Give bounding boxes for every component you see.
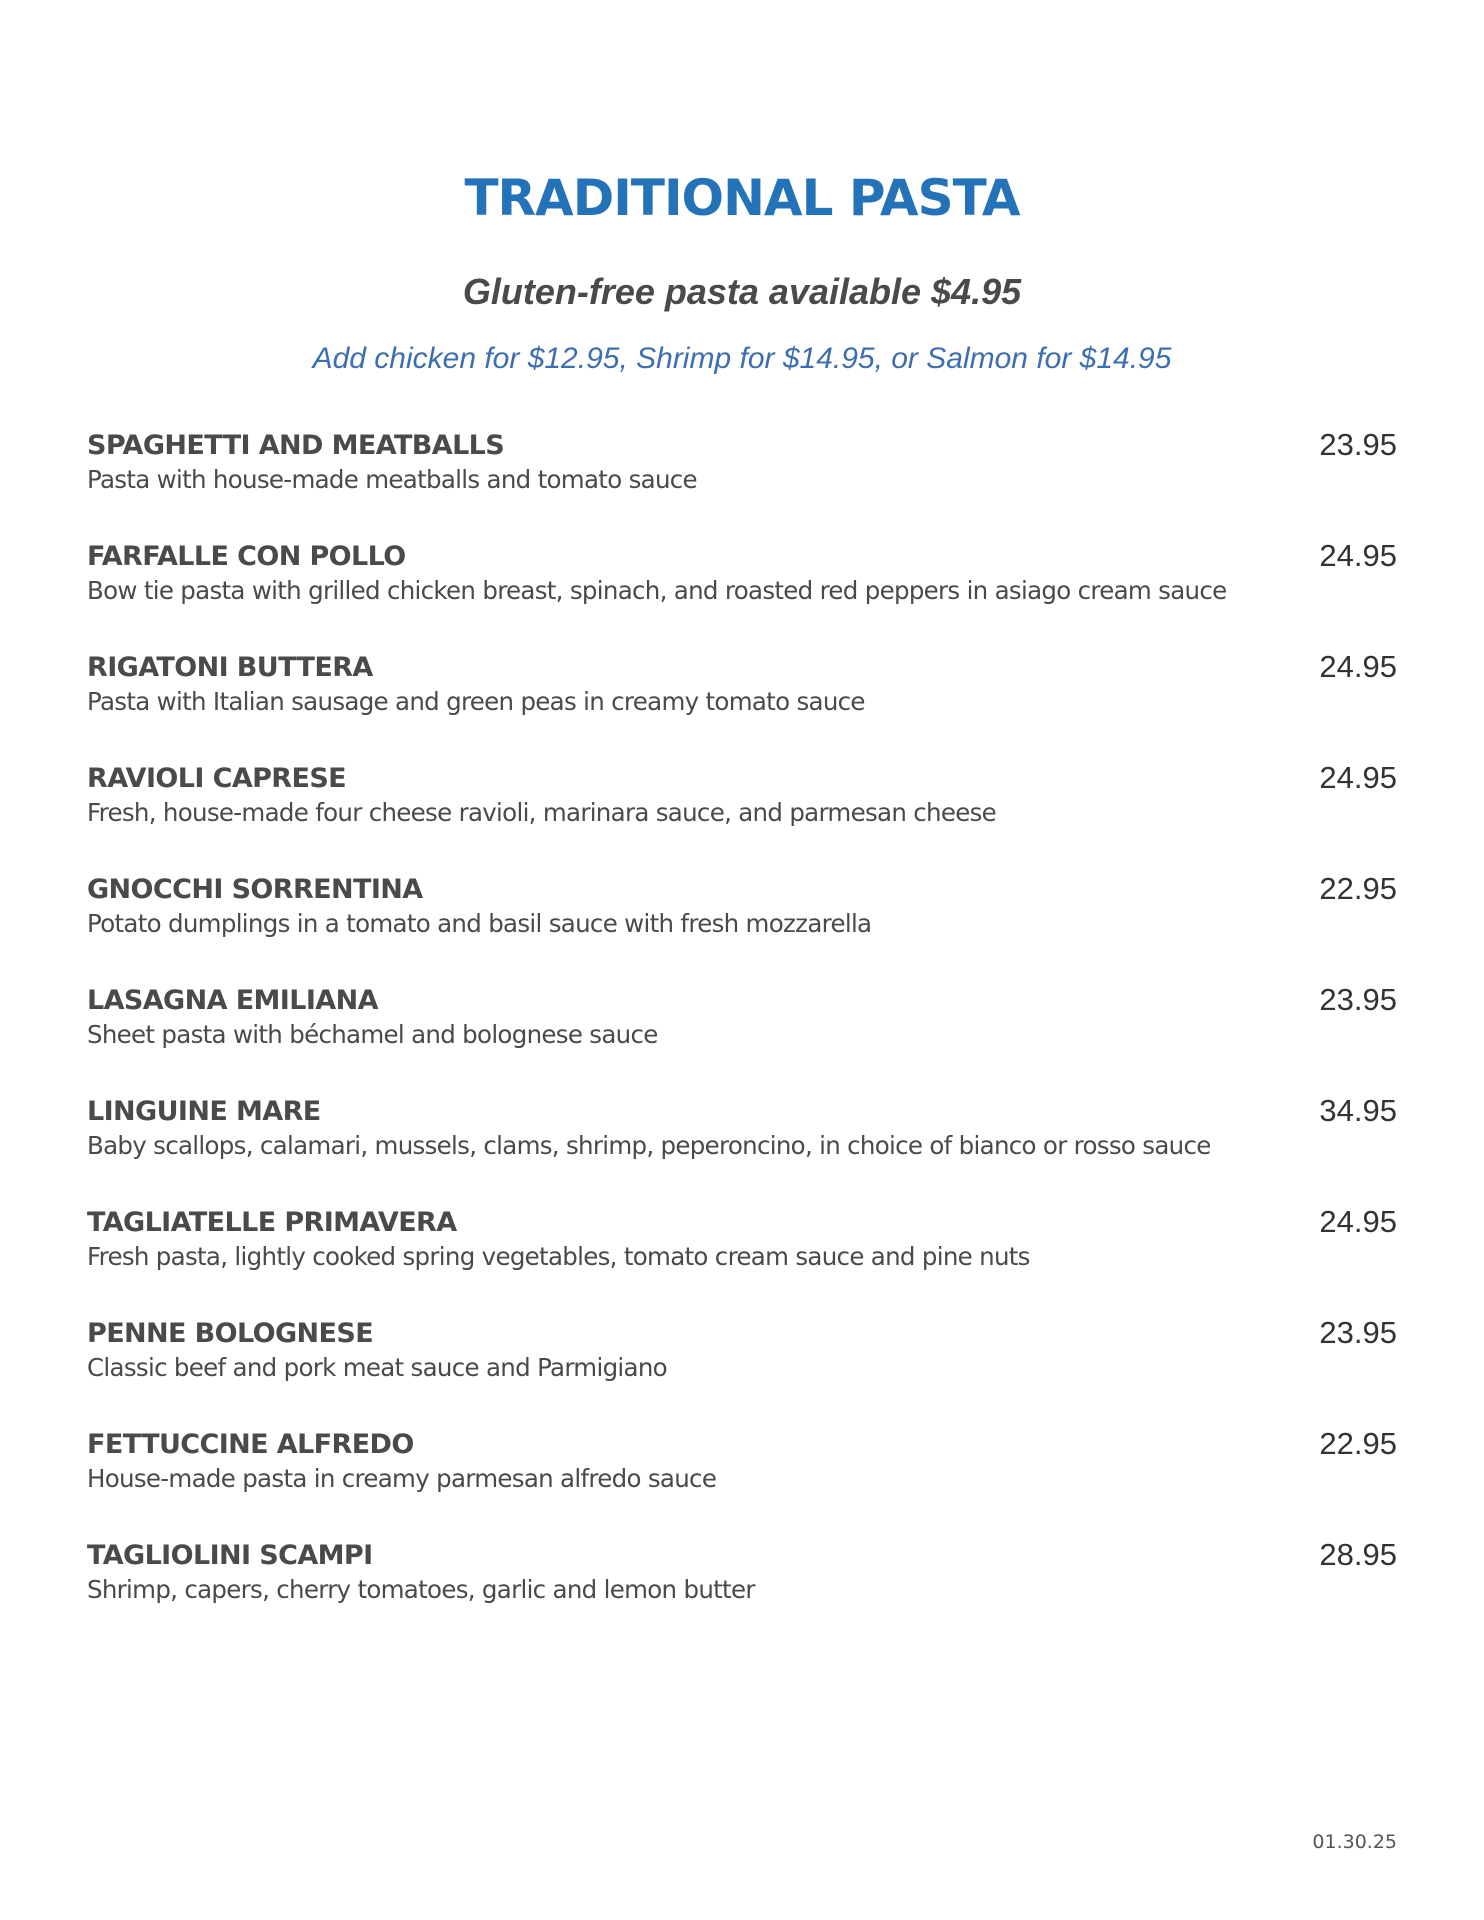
item-name: LINGUINE MARE xyxy=(87,1096,321,1127)
item-description: Baby scallops, calamari, mussels, clams, shrimp, peperoncino, in choice of bianco or rosso sauce xyxy=(87,1131,1211,1160)
menu-item xyxy=(87,650,1397,761)
menu-title: TRADITIONAL PASTA xyxy=(464,169,1020,227)
item-description: Pasta with house-made meatballs and tomato sauce xyxy=(87,465,697,494)
menu-item xyxy=(87,761,1397,872)
item-description: Potato dumplings in a tomato and basil sauce with fresh mozzarella xyxy=(87,909,872,938)
menu-item xyxy=(87,983,1397,1094)
menu-item xyxy=(87,539,1397,650)
menu-item xyxy=(87,1094,1397,1205)
item-description: Shrimp, capers, cherry tomatoes, garlic and lemon butter xyxy=(87,1575,755,1604)
item-name: RAVIOLI CAPRESE xyxy=(87,763,347,794)
item-description: Fresh, house-made four cheese ravioli, marinara sauce, and parmesan cheese xyxy=(87,798,997,827)
menu-item xyxy=(87,1205,1397,1316)
item-price: 24.95 xyxy=(1319,760,1397,795)
gluten-free-note: Gluten-free pasta available $4.95 xyxy=(462,271,1022,312)
item-name: TAGLIATELLE PRIMAVERA xyxy=(87,1207,457,1238)
item-name: GNOCCHI SORRENTINA xyxy=(87,874,423,905)
item-name: SPAGHETTI AND MEATBALLS xyxy=(87,430,505,461)
item-price: 23.95 xyxy=(1319,1315,1397,1350)
menu-item xyxy=(87,872,1397,983)
menu-item xyxy=(87,1538,1397,1649)
item-price: 22.95 xyxy=(1319,871,1397,906)
item-price: 24.95 xyxy=(1319,649,1397,684)
item-price: 23.95 xyxy=(1319,427,1397,462)
item-price: 24.95 xyxy=(1319,1204,1397,1239)
item-name: TAGLIOLINI SCAMPI xyxy=(87,1540,373,1571)
item-price: 28.95 xyxy=(1319,1537,1397,1572)
item-price: 34.95 xyxy=(1319,1093,1397,1128)
item-description: House-made pasta in creamy parmesan alfredo sauce xyxy=(87,1464,717,1493)
item-name: FETTUCCINE ALFREDO xyxy=(87,1429,414,1460)
menu-item xyxy=(87,1316,1397,1427)
item-price: 23.95 xyxy=(1319,982,1397,1017)
item-name: PENNE BOLOGNESE xyxy=(87,1318,374,1349)
menu-item xyxy=(87,1427,1397,1538)
protein-addons-note: Add chicken for $12.95, Shrimp for $14.95, or Salmon for $14.95 xyxy=(312,342,1172,375)
item-description: Sheet pasta with béchamel and bolognese sauce xyxy=(87,1020,658,1049)
item-description: Fresh pasta, lightly cooked spring vegetables, tomato cream sauce and pine nuts xyxy=(87,1242,1030,1271)
menu-item xyxy=(87,428,1397,539)
item-price: 24.95 xyxy=(1319,538,1397,573)
menu-item-list xyxy=(87,428,1397,1649)
item-description: Bow tie pasta with grilled chicken breast, spinach, and roasted red peppers in asiago cream sauce xyxy=(87,576,1227,605)
item-description: Pasta with Italian sausage and green peas in creamy tomato sauce xyxy=(87,687,865,716)
item-name: FARFALLE CON POLLO xyxy=(87,541,406,572)
menu-date-code: 01.30.25 xyxy=(1312,1831,1397,1853)
item-price: 22.95 xyxy=(1319,1426,1397,1461)
item-name: LASAGNA EMILIANA xyxy=(87,985,378,1016)
item-name: RIGATONI BUTTERA xyxy=(87,652,373,683)
item-description: Classic beef and pork meat sauce and Parmigiano xyxy=(87,1353,667,1382)
